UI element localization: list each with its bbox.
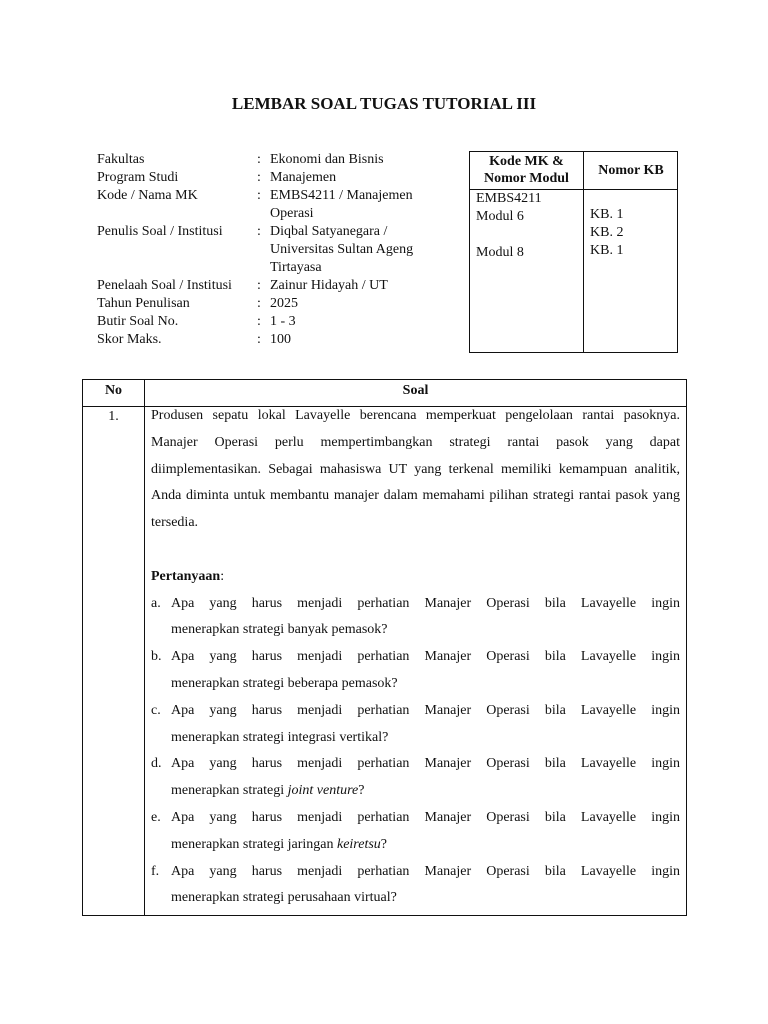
nomor-kb-cell — [590, 206, 674, 260]
info-colon: : — [257, 314, 261, 329]
info-colon: : — [257, 296, 261, 311]
info-colon: : — [257, 278, 261, 293]
info-colon: : — [257, 152, 261, 167]
info-value: 100 — [270, 332, 291, 347]
info-colon: : — [257, 170, 261, 185]
modul-label: Modul 6 — [476, 209, 524, 224]
kode-mk-header: Kode MK & Nomor Modul — [484, 154, 569, 186]
info-label: Penelaah Soal / Institusi — [97, 278, 232, 293]
info-colon: : — [257, 224, 261, 239]
soal-header: Soal — [402, 383, 429, 398]
pertanyaan-heading: Pertanyaan: — [151, 568, 225, 584]
info-row — [97, 187, 457, 223]
info-row — [97, 277, 457, 295]
info-row — [97, 169, 457, 187]
info-row — [97, 151, 457, 169]
kb-label: KB. 1 — [590, 243, 624, 258]
kode-mk-table — [469, 151, 678, 353]
question-number: 1. — [108, 409, 119, 424]
info-row — [97, 331, 457, 349]
info-value: Zainur Hidayah / UT — [270, 278, 388, 293]
info-label: Skor Maks. — [97, 332, 162, 347]
info-label: Program Studi — [97, 170, 179, 185]
question-body — [151, 403, 680, 912]
info-label: Fakultas — [97, 152, 145, 167]
list-item: d. Apa yang harus menjadi perhatian Manajer Operasi bila Lavayelle ingin menerapkan strategi joint venture? — [151, 756, 680, 799]
list-item: a. Apa yang harus menjadi perhatian Manajer Operasi bila Lavayelle ingin menerapkan strategi banyak pemasok? — [151, 595, 680, 638]
info-label: Kode / Nama MK — [97, 188, 198, 203]
info-row — [97, 295, 457, 313]
list-item: e. Apa yang harus menjadi perhatian Manajer Operasi bila Lavayelle ingin menerapkan strategi jaringan keiretsu? — [151, 809, 680, 852]
kb-label: KB. 2 — [590, 225, 624, 240]
course-code: EMBS4211 — [476, 191, 542, 206]
table-divider — [583, 152, 584, 352]
nomor-kb-header: Nomor KB — [598, 163, 664, 178]
document-title: LEMBAR SOAL TUGAS TUTORIAL III — [231, 94, 537, 113]
info-label: Butir Soal No. — [97, 314, 179, 329]
info-colon: : — [257, 188, 261, 203]
info-value: EMBS4211 / Manajemen Operasi — [270, 188, 413, 221]
info-row — [97, 223, 457, 277]
info-block — [97, 151, 457, 349]
kb-label: KB. 1 — [590, 207, 624, 222]
info-label: Tahun Penulisan — [97, 296, 190, 311]
info-value: Ekonomi dan Bisnis — [270, 152, 384, 167]
info-row — [97, 313, 457, 331]
no-header: No — [104, 383, 123, 398]
soal-table — [82, 379, 687, 916]
kode-mk-cell — [476, 190, 580, 262]
info-label: Penulis Soal / Institusi — [97, 224, 223, 239]
info-value: 1 - 3 — [270, 314, 296, 329]
modul-label: Modul 8 — [476, 245, 524, 260]
info-value: Manajemen — [270, 170, 337, 185]
list-item: f. Apa yang harus menjadi perhatian Manajer Operasi bila Lavayelle ingin menerapkan strategi perusahaan virtual? — [151, 863, 680, 906]
info-colon: : — [257, 332, 261, 347]
info-value: Diqbal Satyanegara / Universitas Sultan Ageng Tirtayasa — [270, 224, 414, 275]
list-item: b. Apa yang harus menjadi perhatian Manajer Operasi bila Lavayelle ingin menerapkan strategi beberapa pemasok? — [151, 649, 680, 691]
table-divider — [144, 380, 145, 915]
list-item: c. Apa yang harus menjadi perhatian Manajer Operasi bila Lavayelle ingin menerapkan strategi integrasi vertikal? — [151, 702, 680, 745]
info-value: 2025 — [270, 296, 298, 311]
question-intro: Produsen sepatu lokal Lavayelle berencana memperkuat pengelolaan rantai pasoknya. Manajer Operasi perlu mempertimbangkan strategi rantai pasok yang dapat diimplementasikan. Sebagai mahasiswa UT yang terkenal memiliki kemampuan analitik, Anda diminta untuk membantu manajer dalam memahami pilihan strategi rantai pasok yang tersedia. — [151, 408, 680, 531]
